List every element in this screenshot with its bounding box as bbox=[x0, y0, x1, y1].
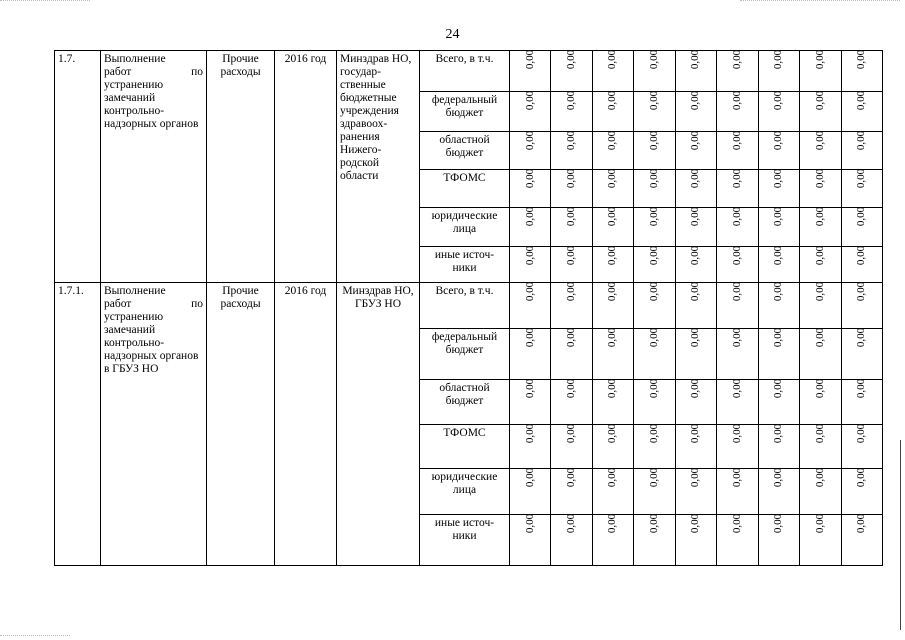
value-text: 0,00 bbox=[689, 281, 702, 302]
expense-type-cell: Прочие расходы bbox=[207, 51, 275, 283]
value-cell bbox=[800, 51, 841, 92]
value-text: 0,00 bbox=[772, 423, 785, 444]
value-cell bbox=[717, 247, 758, 283]
value-text: 0,00 bbox=[648, 90, 661, 111]
value-text: 0,00 bbox=[855, 168, 868, 189]
value-text: 0,00 bbox=[813, 168, 826, 189]
value-text: 0,00 bbox=[689, 513, 702, 534]
value-cell bbox=[800, 283, 841, 329]
funding-source-cell: областной бюджет bbox=[420, 132, 510, 170]
value-text: 0,00 bbox=[648, 513, 661, 534]
value-cell bbox=[717, 425, 758, 469]
value-text: 0,00 bbox=[730, 281, 743, 302]
budget-table bbox=[54, 50, 883, 566]
value-cell bbox=[675, 208, 716, 247]
item-number-cell: 1.7.1. bbox=[55, 283, 101, 566]
value-cell bbox=[758, 515, 799, 566]
item-title-word: работ bbox=[104, 298, 132, 310]
value-cell bbox=[592, 92, 633, 132]
value-cell bbox=[841, 208, 882, 247]
value-text: 0,00 bbox=[523, 245, 536, 266]
value-text: 0,00 bbox=[523, 327, 536, 348]
funding-source-cell: юридические лица bbox=[420, 469, 510, 515]
value-text: 0,00 bbox=[565, 245, 578, 266]
value-text: 0,00 bbox=[855, 467, 868, 488]
value-cell bbox=[510, 247, 551, 283]
value-text: 0,00 bbox=[772, 281, 785, 302]
value-text: 0,00 bbox=[565, 206, 578, 227]
value-text: 0,00 bbox=[772, 327, 785, 348]
value-cell bbox=[758, 469, 799, 515]
value-cell bbox=[592, 170, 633, 208]
value-text: 0,00 bbox=[523, 130, 536, 151]
value-text: 0,00 bbox=[855, 49, 868, 70]
value-cell bbox=[675, 92, 716, 132]
value-cell bbox=[551, 92, 592, 132]
value-text: 0,00 bbox=[606, 423, 619, 444]
value-text: 0,00 bbox=[813, 130, 826, 151]
value-cell bbox=[675, 425, 716, 469]
value-cell bbox=[841, 515, 882, 566]
value-text: 0,00 bbox=[565, 378, 578, 399]
item-title-word: по bbox=[191, 298, 203, 310]
value-cell bbox=[800, 92, 841, 132]
value-cell bbox=[634, 247, 675, 283]
value-text: 0,00 bbox=[772, 90, 785, 111]
value-text: 0,00 bbox=[648, 378, 661, 399]
value-cell bbox=[634, 283, 675, 329]
funding-source-cell: федеральный бюджет bbox=[420, 329, 510, 380]
value-cell bbox=[841, 170, 882, 208]
value-text: 0,00 bbox=[689, 467, 702, 488]
funding-source-cell: Всего, в т.ч. bbox=[420, 283, 510, 329]
value-text: 0,00 bbox=[689, 130, 702, 151]
value-text: 0,00 bbox=[689, 378, 702, 399]
value-text: 0,00 bbox=[855, 281, 868, 302]
value-cell bbox=[675, 380, 716, 425]
value-cell bbox=[717, 170, 758, 208]
value-text: 0,00 bbox=[606, 130, 619, 151]
value-text: 0,00 bbox=[606, 467, 619, 488]
value-text: 0,00 bbox=[730, 130, 743, 151]
value-text: 0,00 bbox=[730, 49, 743, 70]
value-text: 0,00 bbox=[855, 327, 868, 348]
value-cell bbox=[675, 515, 716, 566]
value-cell bbox=[592, 247, 633, 283]
value-cell bbox=[510, 170, 551, 208]
value-cell bbox=[592, 469, 633, 515]
value-cell bbox=[592, 208, 633, 247]
value-text: 0,00 bbox=[730, 467, 743, 488]
funding-source-cell: юридические лица bbox=[420, 208, 510, 247]
value-text: 0,00 bbox=[523, 513, 536, 534]
value-text: 0,00 bbox=[772, 49, 785, 70]
value-text: 0,00 bbox=[523, 206, 536, 227]
value-cell bbox=[841, 329, 882, 380]
value-cell bbox=[758, 329, 799, 380]
value-cell bbox=[510, 51, 551, 92]
value-text: 0,00 bbox=[813, 423, 826, 444]
value-text: 0,00 bbox=[855, 90, 868, 111]
expense-type-cell: Прочие расходы bbox=[207, 283, 275, 566]
value-text: 0,00 bbox=[523, 168, 536, 189]
value-text: 0,00 bbox=[772, 206, 785, 227]
value-cell bbox=[510, 469, 551, 515]
value-cell bbox=[675, 170, 716, 208]
value-text: 0,00 bbox=[772, 378, 785, 399]
value-cell bbox=[634, 170, 675, 208]
value-text: 0,00 bbox=[523, 90, 536, 111]
value-cell bbox=[634, 132, 675, 170]
value-text: 0,00 bbox=[648, 206, 661, 227]
value-cell bbox=[551, 132, 592, 170]
value-cell bbox=[510, 380, 551, 425]
value-cell bbox=[675, 283, 716, 329]
value-text: 0,00 bbox=[813, 90, 826, 111]
value-text: 0,00 bbox=[565, 49, 578, 70]
value-text: 0,00 bbox=[648, 281, 661, 302]
value-text: 0,00 bbox=[813, 245, 826, 266]
value-text: 0,00 bbox=[813, 378, 826, 399]
funding-source-cell: ТФОМС bbox=[420, 425, 510, 469]
value-text: 0,00 bbox=[606, 327, 619, 348]
value-cell bbox=[551, 329, 592, 380]
value-cell bbox=[675, 247, 716, 283]
scan-edge-line bbox=[900, 440, 901, 630]
value-text: 0,00 bbox=[689, 245, 702, 266]
value-text: 0,00 bbox=[855, 206, 868, 227]
value-text: 0,00 bbox=[813, 281, 826, 302]
value-text: 0,00 bbox=[772, 513, 785, 534]
value-cell bbox=[758, 132, 799, 170]
value-text: 0,00 bbox=[730, 206, 743, 227]
value-text: 0,00 bbox=[730, 327, 743, 348]
value-text: 0,00 bbox=[689, 90, 702, 111]
funding-source-cell: Всего, в т.ч. bbox=[420, 51, 510, 92]
value-cell bbox=[758, 247, 799, 283]
value-text: 0,00 bbox=[689, 206, 702, 227]
value-cell bbox=[551, 208, 592, 247]
value-cell bbox=[717, 51, 758, 92]
value-text: 0,00 bbox=[648, 49, 661, 70]
value-text: 0,00 bbox=[855, 423, 868, 444]
value-cell bbox=[758, 51, 799, 92]
value-text: 0,00 bbox=[855, 378, 868, 399]
value-text: 0,00 bbox=[648, 467, 661, 488]
table-row bbox=[55, 51, 883, 92]
value-cell bbox=[717, 469, 758, 515]
value-cell bbox=[717, 208, 758, 247]
value-cell bbox=[551, 51, 592, 92]
value-text: 0,00 bbox=[813, 327, 826, 348]
funding-source-cell: иные источ-ники bbox=[420, 515, 510, 566]
value-text: 0,00 bbox=[606, 378, 619, 399]
value-text: 0,00 bbox=[730, 378, 743, 399]
item-title-rest: устранению замечаний контрольно-надзорных органов bbox=[104, 79, 199, 130]
value-cell bbox=[758, 283, 799, 329]
value-cell bbox=[634, 329, 675, 380]
value-cell bbox=[551, 469, 592, 515]
value-cell bbox=[551, 425, 592, 469]
value-cell bbox=[675, 329, 716, 380]
value-cell bbox=[510, 329, 551, 380]
value-cell bbox=[717, 92, 758, 132]
value-cell bbox=[717, 329, 758, 380]
value-text: 0,00 bbox=[772, 168, 785, 189]
value-cell bbox=[800, 208, 841, 247]
value-cell bbox=[592, 51, 633, 92]
year-cell: 2016 год bbox=[275, 283, 337, 566]
scan-edge-mark bbox=[0, 0, 90, 3]
value-cell bbox=[800, 329, 841, 380]
value-cell bbox=[800, 425, 841, 469]
value-text: 0,00 bbox=[648, 423, 661, 444]
value-text: 0,00 bbox=[523, 378, 536, 399]
funding-source-cell: федеральный бюджет bbox=[420, 92, 510, 132]
value-cell bbox=[800, 515, 841, 566]
value-cell bbox=[841, 425, 882, 469]
value-text: 0,00 bbox=[689, 423, 702, 444]
value-cell bbox=[510, 92, 551, 132]
value-text: 0,00 bbox=[606, 49, 619, 70]
value-cell bbox=[592, 283, 633, 329]
value-cell bbox=[510, 515, 551, 566]
funding-source-cell: иные источ-ники bbox=[420, 247, 510, 283]
value-cell bbox=[634, 92, 675, 132]
value-cell bbox=[758, 380, 799, 425]
value-cell bbox=[634, 51, 675, 92]
value-text: 0,00 bbox=[813, 49, 826, 70]
value-text: 0,00 bbox=[565, 327, 578, 348]
value-text: 0,00 bbox=[565, 168, 578, 189]
value-cell bbox=[551, 283, 592, 329]
value-cell bbox=[841, 469, 882, 515]
value-text: 0,00 bbox=[813, 206, 826, 227]
value-text: 0,00 bbox=[855, 130, 868, 151]
item-title-rest: устранению замечаний контрольно-надзорных органов в ГБУЗ НО bbox=[104, 311, 199, 375]
value-text: 0,00 bbox=[730, 168, 743, 189]
value-text: 0,00 bbox=[523, 281, 536, 302]
executor-cell: Минздрав НО, государ-ственные бюджетные учреждения здравоох-ранения Нижего-родской области bbox=[337, 51, 420, 283]
value-cell bbox=[592, 132, 633, 170]
year-cell: 2016 год bbox=[275, 51, 337, 283]
scan-edge-mark bbox=[0, 635, 70, 638]
value-text: 0,00 bbox=[855, 513, 868, 534]
value-cell bbox=[800, 247, 841, 283]
value-cell bbox=[717, 380, 758, 425]
value-text: 0,00 bbox=[772, 130, 785, 151]
value-cell bbox=[841, 380, 882, 425]
value-cell bbox=[592, 515, 633, 566]
item-title-first-word: Выполнение bbox=[104, 285, 166, 297]
value-text: 0,00 bbox=[606, 281, 619, 302]
value-text: 0,00 bbox=[606, 90, 619, 111]
value-text: 0,00 bbox=[855, 245, 868, 266]
value-text: 0,00 bbox=[648, 327, 661, 348]
value-text: 0,00 bbox=[565, 281, 578, 302]
value-text: 0,00 bbox=[730, 245, 743, 266]
value-cell bbox=[551, 170, 592, 208]
value-cell bbox=[800, 170, 841, 208]
value-cell bbox=[634, 208, 675, 247]
value-text: 0,00 bbox=[730, 513, 743, 534]
value-text: 0,00 bbox=[606, 245, 619, 266]
value-cell bbox=[841, 247, 882, 283]
scan-edge-mark bbox=[740, 0, 900, 3]
value-text: 0,00 bbox=[648, 245, 661, 266]
value-cell bbox=[675, 132, 716, 170]
value-cell bbox=[510, 425, 551, 469]
item-title-word: по bbox=[191, 66, 203, 78]
value-cell bbox=[592, 329, 633, 380]
value-cell bbox=[841, 51, 882, 92]
value-text: 0,00 bbox=[648, 168, 661, 189]
value-cell bbox=[758, 425, 799, 469]
value-text: 0,00 bbox=[648, 130, 661, 151]
value-text: 0,00 bbox=[606, 513, 619, 534]
value-cell bbox=[841, 132, 882, 170]
value-cell bbox=[551, 247, 592, 283]
value-text: 0,00 bbox=[689, 327, 702, 348]
value-cell bbox=[634, 380, 675, 425]
value-cell bbox=[510, 132, 551, 170]
value-cell bbox=[634, 469, 675, 515]
value-text: 0,00 bbox=[813, 467, 826, 488]
value-cell bbox=[675, 51, 716, 92]
value-text: 0,00 bbox=[523, 49, 536, 70]
value-text: 0,00 bbox=[523, 423, 536, 444]
value-cell bbox=[634, 425, 675, 469]
value-cell bbox=[592, 380, 633, 425]
value-text: 0,00 bbox=[730, 423, 743, 444]
value-cell bbox=[717, 515, 758, 566]
value-text: 0,00 bbox=[730, 90, 743, 111]
value-text: 0,00 bbox=[565, 467, 578, 488]
value-cell bbox=[551, 380, 592, 425]
value-text: 0,00 bbox=[689, 168, 702, 189]
item-title-line bbox=[104, 298, 203, 311]
item-title-cell bbox=[101, 283, 207, 566]
value-cell bbox=[634, 515, 675, 566]
funding-source-cell: ТФОМС bbox=[420, 170, 510, 208]
item-title-cell bbox=[101, 51, 207, 283]
value-text: 0,00 bbox=[565, 90, 578, 111]
value-text: 0,00 bbox=[606, 206, 619, 227]
value-cell bbox=[800, 469, 841, 515]
value-text: 0,00 bbox=[772, 467, 785, 488]
value-cell bbox=[675, 469, 716, 515]
value-cell bbox=[717, 132, 758, 170]
value-cell bbox=[758, 92, 799, 132]
value-text: 0,00 bbox=[565, 423, 578, 444]
item-title-line bbox=[104, 66, 203, 79]
funding-source-cell: областной бюджет bbox=[420, 380, 510, 425]
value-cell bbox=[717, 283, 758, 329]
value-cell bbox=[800, 132, 841, 170]
value-cell bbox=[841, 92, 882, 132]
value-cell bbox=[800, 380, 841, 425]
item-title-first-word: Выполнение bbox=[104, 53, 166, 65]
executor-cell: Минздрав НО, ГБУЗ НО bbox=[337, 283, 420, 566]
value-text: 0,00 bbox=[606, 168, 619, 189]
value-text: 0,00 bbox=[772, 245, 785, 266]
value-cell bbox=[510, 283, 551, 329]
value-cell bbox=[510, 208, 551, 247]
table-row bbox=[55, 283, 883, 329]
item-title-word: работ bbox=[104, 66, 132, 78]
value-text: 0,00 bbox=[689, 49, 702, 70]
value-cell bbox=[551, 515, 592, 566]
value-cell bbox=[758, 170, 799, 208]
value-cell bbox=[592, 425, 633, 469]
value-text: 0,00 bbox=[523, 467, 536, 488]
value-text: 0,00 bbox=[565, 130, 578, 151]
item-number-cell: 1.7. bbox=[55, 51, 101, 283]
page-number: 24 bbox=[445, 27, 460, 42]
value-text: 0,00 bbox=[813, 513, 826, 534]
value-text: 0,00 bbox=[565, 513, 578, 534]
value-cell bbox=[758, 208, 799, 247]
value-cell bbox=[841, 283, 882, 329]
